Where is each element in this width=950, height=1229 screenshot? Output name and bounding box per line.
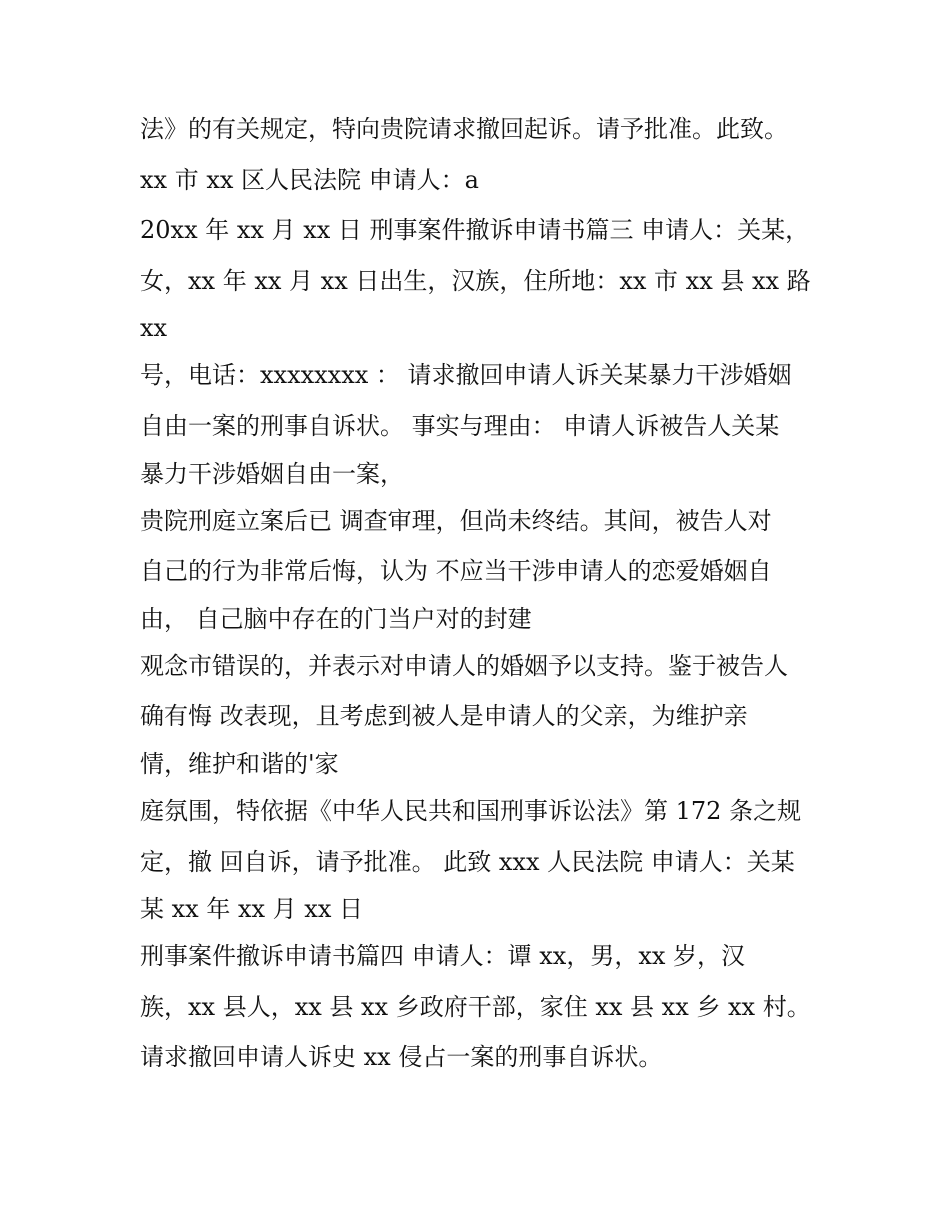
text-line-15: 庭氛围，特依据《中华人民共和国刑事诉讼法》第 172 条之规 bbox=[140, 796, 802, 825]
text-line-3: 20xx 年 xx 月 xx 日 刑事案件撤诉申请书篇三 申请人：关某， bbox=[140, 216, 810, 245]
text-line-20: 请求撤回申请人诉史 xx 侵占一案的刑事自诉状。 bbox=[140, 1043, 663, 1072]
text-line-14: 情，维护和谐的'家 bbox=[140, 749, 339, 778]
text-line-9: 贵院刑庭立案后已 调查审理，但尚未终结。其间，被告人对 bbox=[140, 506, 772, 535]
text-line-8: 暴力干涉婚姻自由一案， bbox=[140, 459, 404, 488]
text-line-1: 法》的有关规定，特向贵院请求撤回起诉。请予批准。此致。 bbox=[140, 115, 788, 143]
text-line-4: 女，xx 年 xx 月 xx 日出生，汉族，住所地：xx 市 xx 县 xx 路 bbox=[140, 266, 811, 295]
text-line-10: 自己的行为非常后悔，认为 不应当干涉申请人的恋爱婚姻自 bbox=[140, 557, 772, 586]
text-line-7: 自由一案的刑事自诉状。 事实与理由： 申请人诉被告人关某 bbox=[140, 411, 780, 440]
text-line-11: 由， 自己脑中存在的门当户对的封建 bbox=[140, 604, 532, 633]
text-line-12: 观念市错误的，并表示对申请人的婚姻予以支持。鉴于被告人 bbox=[140, 651, 788, 680]
text-line-16: 定，撤 回自诉，请予批准。 此致 xxx 人民法院 申请人：关某 bbox=[140, 847, 795, 876]
text-line-17: 某 xx 年 xx 月 xx 日 bbox=[140, 895, 363, 924]
document-body bbox=[140, 104, 840, 1083]
text-line-19: 族，xx 县人，xx 县 xx 乡政府干部，家住 xx 县 xx 乡 xx 村。 bbox=[140, 992, 811, 1021]
text-line-13: 确有悔 改表现，且考虑到被人是申请人的父亲，为维护亲 bbox=[140, 702, 748, 731]
text-line-18: 刑事案件撤诉申请书篇四 申请人：谭 xx，男，xx 岁，汉 bbox=[140, 942, 746, 971]
text-line-5: xx bbox=[140, 314, 168, 343]
text-line-2: xx 市 xx 区人民法院 申请人：a bbox=[140, 165, 479, 194]
text-line-6: 号，电话：xxxxxxxx ： 请求撤回申请人诉关某暴力干涉婚姻 bbox=[140, 361, 792, 390]
